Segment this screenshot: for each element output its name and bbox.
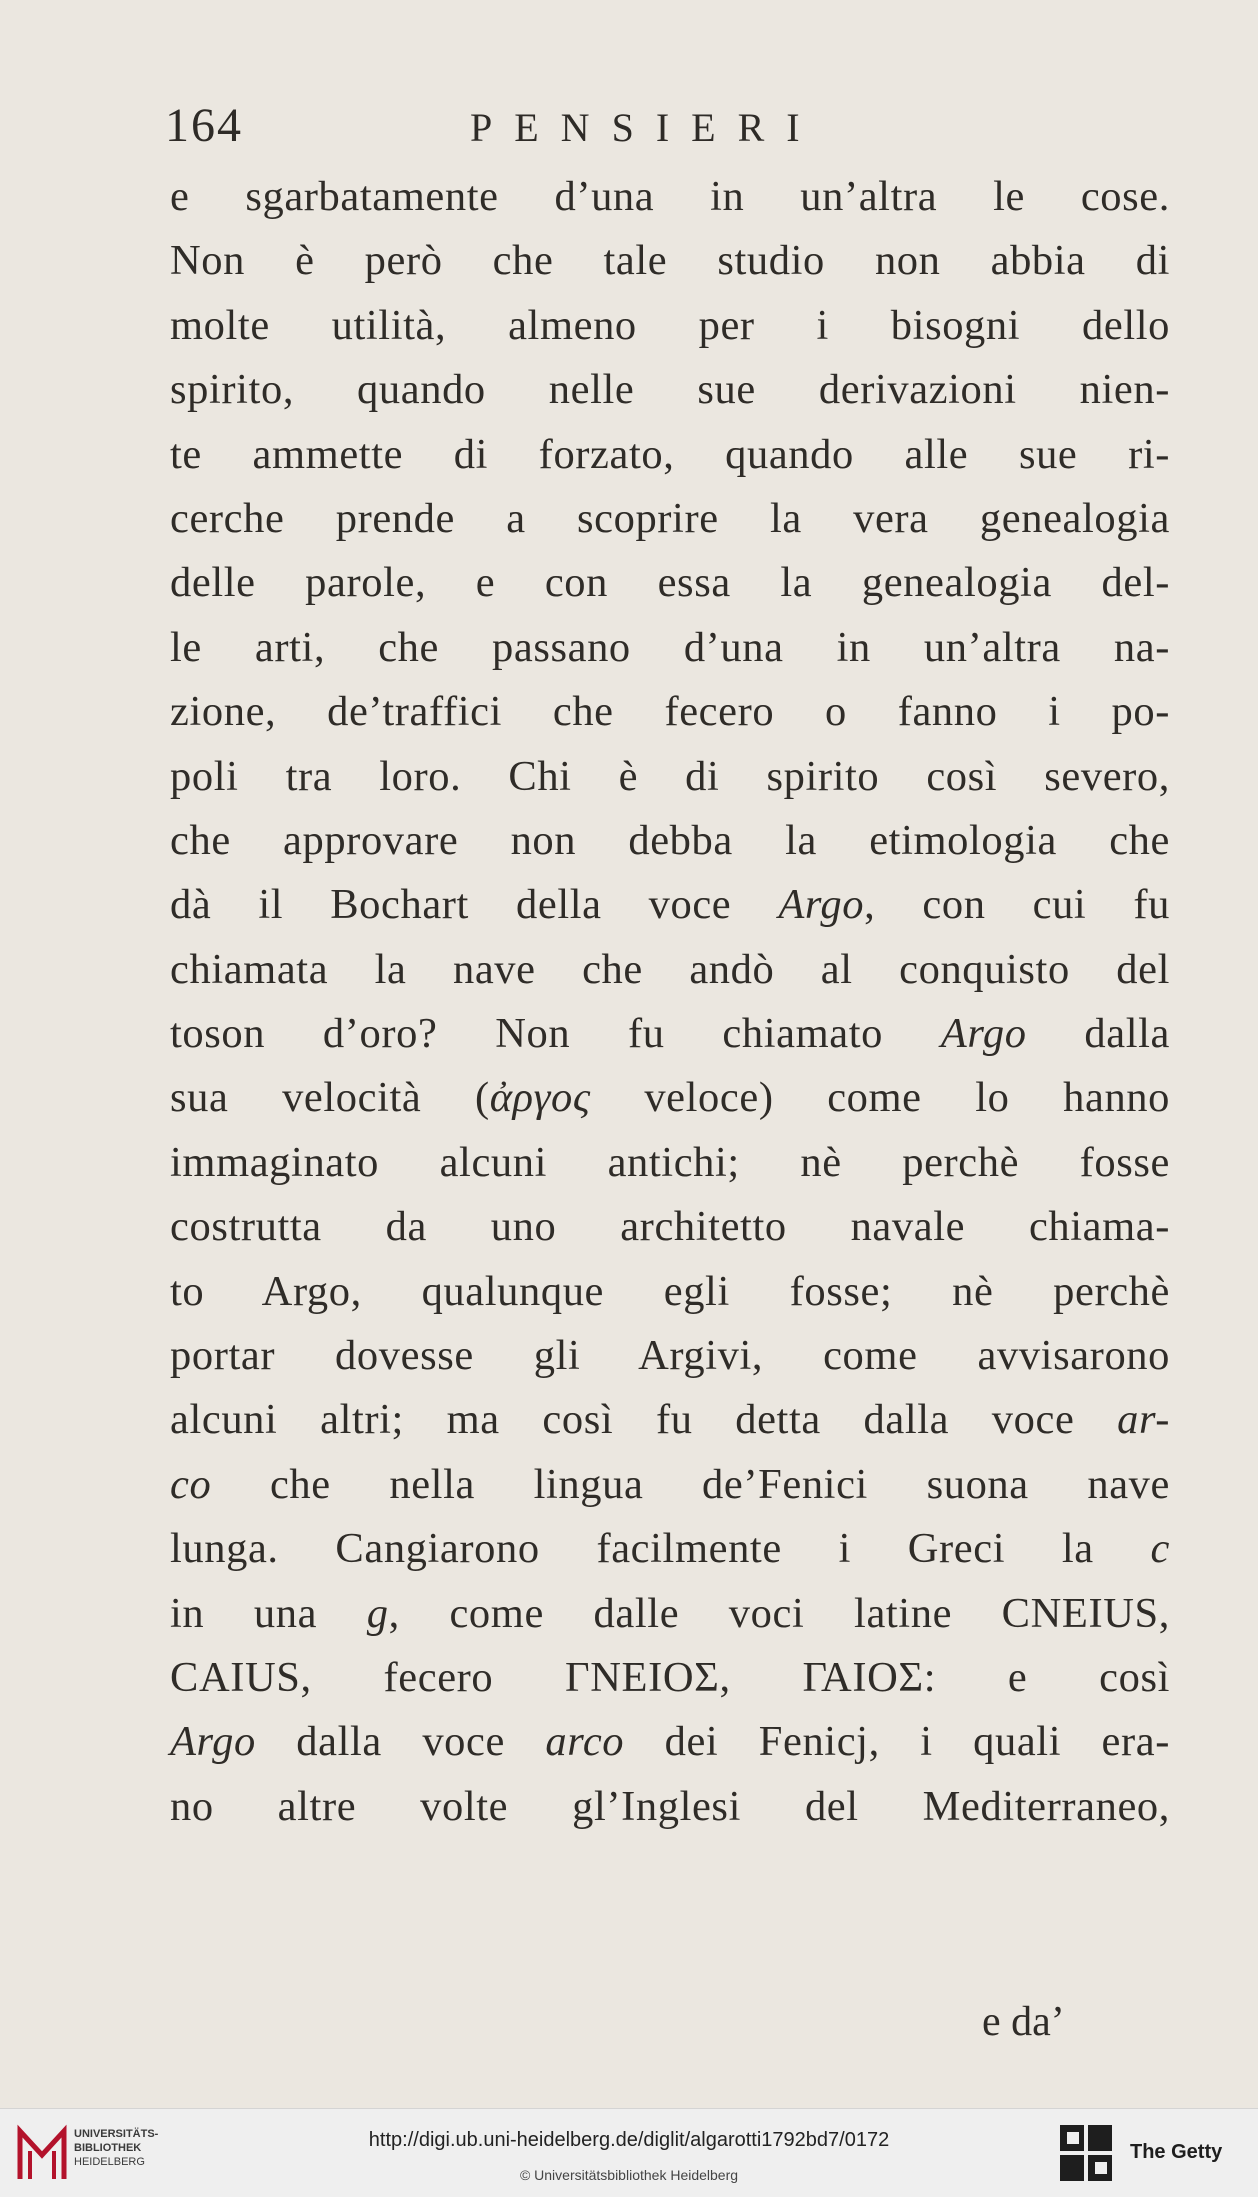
text-line <box>170 1324 1170 1388</box>
text-line <box>170 358 1170 422</box>
text-line <box>170 1388 1170 1452</box>
text-line <box>170 745 1170 809</box>
text-line <box>170 1066 1170 1130</box>
text-segment: costrutta da uno architetto navale chiama- <box>170 1203 1170 1251</box>
text-italic: c <box>1150 1525 1170 1573</box>
text-segment: cerche prende a scoprire la vera genealogia <box>170 494 1170 542</box>
text-segment: portar dovesse gli Argivi, come avvisarono <box>170 1332 1170 1380</box>
text-segment: dalla <box>1026 1010 1170 1058</box>
text-italic: Argo <box>778 881 865 929</box>
text-segment: CAIUS, fecero ΓΝΕΙΟΣ, ΓΑΙΟΣ: e così <box>170 1653 1170 1701</box>
text-italic: arco <box>545 1718 625 1766</box>
text-segment: immaginato alcuni antichi; nè perchè fosse <box>170 1138 1170 1186</box>
text-segment: chiamata la nave che andò al conquisto del <box>170 945 1170 993</box>
getty-logo-icon <box>1058 2123 1114 2185</box>
page-header <box>165 98 1163 168</box>
catchword: e da’ <box>982 1999 1065 2045</box>
text-segment: Non è però che tale studio non abbia di <box>170 237 1170 285</box>
text-segment: dei Fenicj, i quali era- <box>624 1718 1170 1766</box>
text-segment: in una <box>170 1589 367 1637</box>
text-line <box>170 616 1170 680</box>
text-line <box>170 680 1170 744</box>
text-line <box>170 1453 1170 1517</box>
text-segment: sua velocità ( <box>170 1074 490 1122</box>
text-line <box>170 1260 1170 1324</box>
text-segment: le arti, che passano d’una in un’altra na- <box>170 623 1170 671</box>
text-line <box>170 1517 1170 1581</box>
text-segment: no altre volte gl’Inglesi del Mediterraneo, <box>170 1782 1170 1830</box>
text-line <box>170 165 1170 229</box>
text-italic: co <box>170 1460 212 1508</box>
text-line <box>170 229 1170 293</box>
text-line <box>170 423 1170 487</box>
text-italic: Argo <box>940 1010 1027 1058</box>
text-italic: g <box>366 1589 389 1637</box>
text-line <box>170 1646 1170 1710</box>
text-segment: lunga. Cangiarono facilmente i Greci la <box>170 1525 1151 1573</box>
text-line <box>170 1131 1170 1195</box>
text-segment: molte utilità, almeno per i bisogni dello <box>170 301 1170 349</box>
body-text <box>170 165 1170 1839</box>
text-line <box>170 1195 1170 1259</box>
library-name-line-1: UNIVERSITÄTS- <box>74 2128 159 2140</box>
text-italic: ἀργος <box>489 1074 591 1122</box>
text-line <box>170 487 1170 551</box>
text-italic: ar- <box>1117 1396 1170 1444</box>
copyright-notice: © Universitätsbibliothek Heidelberg <box>519 2167 739 2183</box>
text-segment: che approvare non debba la etimologia che <box>170 816 1170 864</box>
library-name-line-3: HEIDELBERG <box>74 2156 145 2168</box>
text-segment: te ammette di forzato, quando alle sue ri- <box>170 430 1170 478</box>
text-line <box>170 1710 1170 1774</box>
text-segment: poli tra loro. Chi è di spirito così severo, <box>170 752 1170 800</box>
text-line <box>170 551 1170 615</box>
text-segment: e sgarbatamente d’una in un’altra le cose. <box>170 173 1170 220</box>
text-italic: Argo <box>170 1718 256 1766</box>
text-segment: , come dalle voci latine CNEIUS, <box>388 1589 1170 1637</box>
text-segment: toson d’oro? Non fu chiamato <box>170 1010 941 1058</box>
library-name-line-2: BIBLIOTHEK <box>74 2142 142 2154</box>
text-line <box>170 1002 1170 1066</box>
text-line <box>170 1582 1170 1646</box>
text-segment: che nella lingua de’Fenici suona nave <box>211 1460 1170 1508</box>
text-segment: , con cui fu <box>864 881 1170 929</box>
text-segment: alcuni altri; ma così fu detta dalla voce <box>170 1396 1118 1444</box>
text-line <box>170 938 1170 1002</box>
running-title: PENSIERI <box>470 105 822 150</box>
text-segment: veloce) come lo hanno <box>590 1074 1170 1122</box>
page-number: 164 <box>165 99 243 152</box>
viewer-footer <box>0 2108 1258 2197</box>
text-segment: spirito, quando nelle sue derivazioni nien- <box>170 366 1170 414</box>
text-segment: zione, de’traffici che fecero o fanno i po- <box>170 688 1170 736</box>
text-segment: dalla voce <box>255 1718 546 1766</box>
text-line <box>170 809 1170 873</box>
text-segment: delle parole, e con essa la genealogia del- <box>170 559 1170 607</box>
text-line <box>170 294 1170 358</box>
text-line <box>170 1775 1170 1839</box>
text-segment: dà il Bochart della voce <box>170 881 779 929</box>
text-line <box>170 873 1170 937</box>
sponsor-name: The Getty <box>1130 2141 1223 2163</box>
text-segment: to Argo, qualunque egli fosse; nè perchè <box>170 1267 1170 1315</box>
permalink-url[interactable]: http://digi.ub.uni-heidelberg.de/diglit/algarotti1792bd7/0172 <box>368 2129 890 2151</box>
